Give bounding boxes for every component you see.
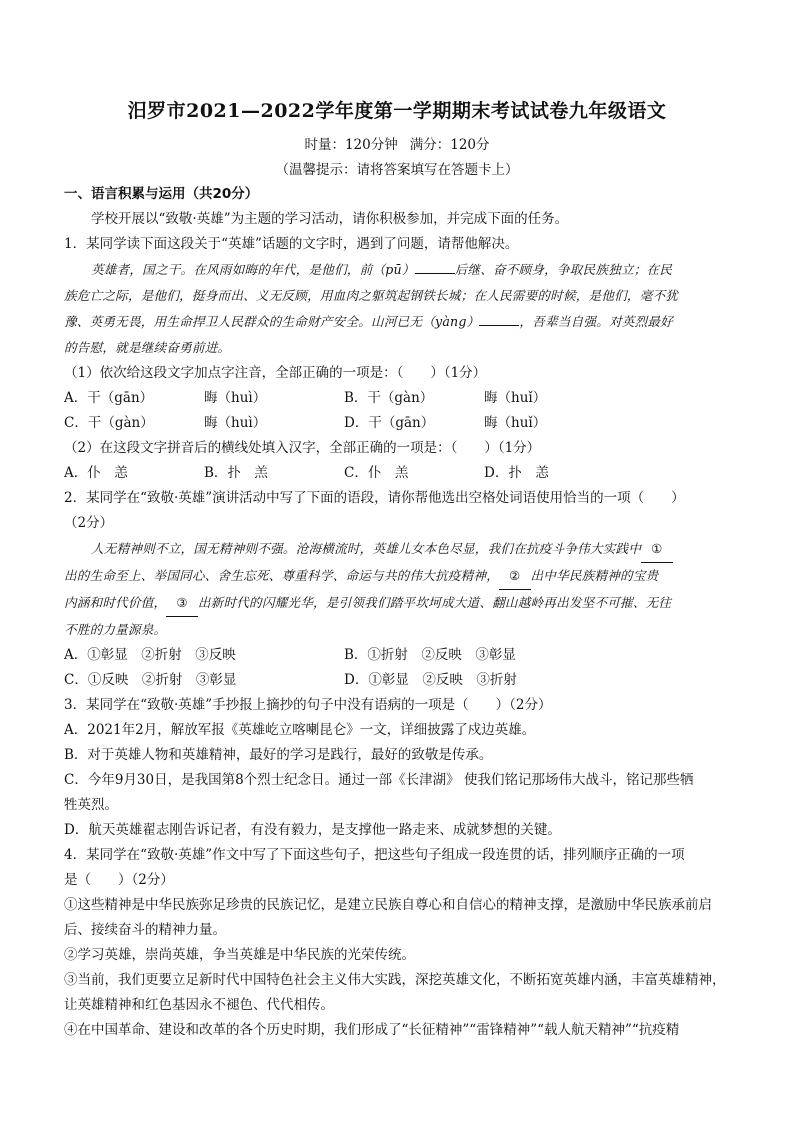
blank-3: ③ — [166, 590, 198, 617]
q1-passage-text: ，吾辈当自强。对英烈最好 — [519, 314, 673, 329]
q2-passage-text: 出中华民族精神的宝贵 — [530, 568, 659, 583]
q1-passage-text: 后继、奋不顾身，争取民族独立；在民 — [454, 262, 673, 277]
option-b: B．扑 羔 — [204, 465, 268, 481]
q2-stem-score: （2分） — [64, 515, 114, 531]
option-c: C．干（gàn） — [64, 415, 154, 431]
option-c: C．仆 羔 — [344, 465, 409, 481]
q1-sub2-options — [64, 461, 736, 486]
sentence-3: ③当前，我们更要立足新时代中国特色社会主义伟大实践，深挖英雄文化，不断拓宽英雄内涵，丰富英雄精神， — [64, 972, 726, 988]
sentence-3-cont: 让英雄精神和红色基因永不褪色、代代相传。 — [64, 997, 334, 1013]
q2-options-row1 — [64, 643, 736, 668]
time-limit: 时量：120分钟 — [304, 137, 398, 153]
option-d: D．航天英雄翟志刚告诉记者，有没有毅力，是支撑他一路走来、成就梦想的关键。 — [64, 822, 561, 838]
exam-content — [64, 182, 736, 1043]
q1-passage-text: 的告慰，就是继续奋勇前进。 — [64, 340, 231, 355]
option-a-second: 晦（huì） — [204, 390, 267, 406]
q1-sub1-stem: （1）依次给这段文字加点字注音，全部正确的一项是：（ ）（1分） — [64, 365, 487, 381]
blank-2: ② — [499, 563, 531, 590]
option-d: D．①彰显 ②反映 ③折射 — [344, 672, 517, 688]
option-b: B．对于英雄人物和英雄精神，最好的学习是践行，最好的致敬是传承。 — [64, 747, 493, 763]
q2-options-row2 — [64, 668, 736, 693]
sentence-2: ②学习英雄，崇尚英雄，争当英雄是中华民族的光荣传统。 — [64, 947, 415, 963]
option-a: A．2021年2月，解放军报《英雄屹立喀喇昆仑》一文，详细披露了戍边英雄。 — [64, 722, 536, 738]
q1-sub1-options-row2 — [64, 411, 736, 436]
q2-passage — [64, 536, 736, 643]
answer-blank — [415, 261, 455, 274]
option-b: B．干（gàn） — [344, 390, 434, 406]
q1-passage-text: 族危亡之际，是他们，挺身而出、义无反顾，用血肉之躯筑起钢铁长城；在人民需要的时候，是他们，毫不犹 — [64, 288, 679, 303]
q1-sub2-stem: （2）在这段文字拼音后的横线处填入汉字，全部正确的一项是：（ ）（1分） — [64, 440, 541, 456]
q4-stem-score: 是（ ）（2分） — [64, 872, 174, 888]
option-a: A．干（gān） — [64, 390, 154, 406]
exam-meta — [0, 133, 794, 153]
exam-tip: （温馨提示：请将答案填写在答题卡上） — [275, 162, 519, 178]
q2-passage-text: 不胜的力量源泉。 — [64, 622, 167, 637]
q2-passage-text: 出新时代的闪耀光华，是引领我们踏平坎坷成大道、翻山越岭再出发坚不可摧、无往 — [197, 595, 672, 610]
q1-sub1-options-row1 — [64, 386, 736, 411]
option-c-cont: 牲英烈。 — [64, 797, 118, 813]
sentence-1: ①这些精神是中华民族弥足珍贵的民族记忆，是建立民族自尊心和自信心的精神支撑，是激励中华民族承前启 — [64, 897, 712, 913]
sentence-4: ④在中国革命、建设和改革的各个历史时期，我们形成了“长征精神”“雷锋精神”“载人航天精神”“抗疫精 — [64, 1022, 680, 1038]
q1-passage-text: 英雄者，国之干。在风雨如晦的年代，是他们，前（pū） — [91, 262, 415, 277]
full-score: 满分：120分 — [409, 137, 490, 153]
q3-stem: 3．某同学在“致敬·英雄”手抄报上摘抄的句子中没有语病的一项是（ ）（2分） — [64, 697, 552, 713]
q2-passage-text: 内涵和时代价值， — [64, 595, 167, 610]
answer-blank — [479, 313, 519, 326]
q1-passage — [64, 257, 736, 361]
blank-1: ① — [641, 536, 673, 563]
option-d: D．扑 恙 — [484, 465, 549, 481]
option-a: A．仆 恙 — [64, 465, 128, 481]
q1-stem: 1．某同学读下面这段关于“英雄”话题的文字时，遇到了问题，请帮他解决。 — [64, 236, 519, 252]
q2-passage-text: 出的生命至上、举国同心、舍生忘死、尊重科学、命运与共的伟大抗疫精神， — [64, 568, 499, 583]
option-a: A．①彰显 ②折射 ③反映 — [64, 647, 236, 663]
option-d-second: 晦（huǐ） — [484, 415, 547, 431]
page-title: 汨罗市2021—2022学年度第一学期期末考试试卷九年级语文 — [127, 100, 667, 122]
section-heading: 一、语言积累与运用（共20分） — [64, 186, 259, 202]
option-b-second: 晦（huǐ） — [484, 390, 547, 406]
q4-stem: 4．某同学在“致敬·英雄”作文中写了下面这些句子，把这些句子组成一段连贯的话，排列顺序正确的一项 — [64, 847, 685, 863]
option-b: B．①折射 ②反映 ③彰显 — [344, 647, 516, 663]
q2-passage-text: 人无精神则不立，国无精神则不强。沧海横流时，英雄儿女本色尽显，我们在抗疫斗争伟大实践中 — [91, 541, 642, 556]
q2-stem: 2．某同学在“致敬·英雄”演讲活动中写了下面的语段，请你帮他选出空格处词语使用恰当的一项（ ） — [64, 490, 685, 506]
section-intro: 学校开展以“致敬·英雄”为主题的学习活动，请你积极参加，并完成下面的任务。 — [91, 211, 569, 227]
option-d: D．干（gān） — [344, 415, 435, 431]
sentence-1-cont: 后、接续奋斗的精神力量。 — [64, 922, 226, 938]
option-c: C．今年9月30日，是我国第8个烈士纪念日。通过一部《长津湖》 使我们铭记那场伟大战斗，铭记那些牺 — [64, 772, 694, 788]
q1-passage-text: 豫、英勇无畏，用生命捍卫人民群众的生命财产安全。山河已无（yàng） — [64, 314, 480, 329]
option-c-second: 晦（huì） — [204, 415, 267, 431]
option-c: C．①反映 ②折射 ③彰显 — [64, 672, 237, 688]
